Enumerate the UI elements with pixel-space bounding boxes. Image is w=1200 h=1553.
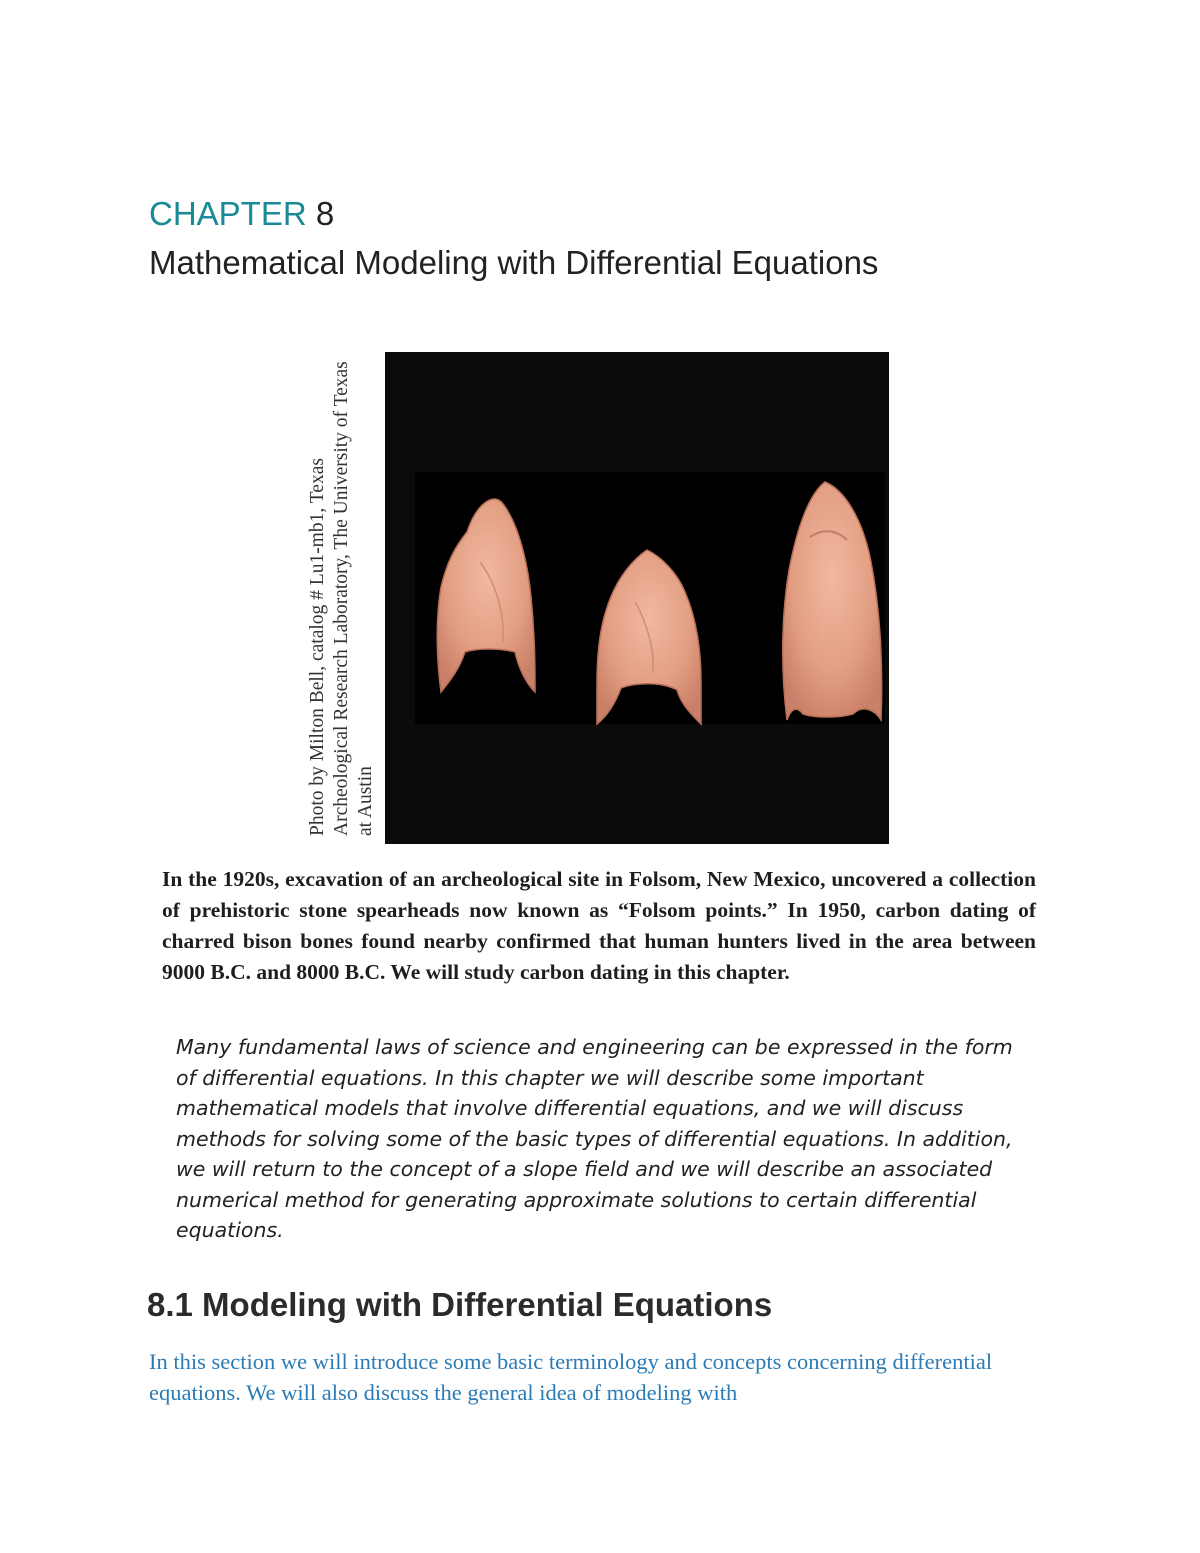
chapter-title: Mathematical Modeling with Differential Equations (149, 244, 879, 281)
chapter-intro-paragraph: Many fundamental laws of science and engineering can be expressed in the form of differential equations. In this chapter we will describe some important mathematical models that involve differential equations, and we will discuss methods for solving some of the basic types of differential equations. In addition, we will return to the concept of a slope field and we will describe an associated numerical method for generating approximate solutions to certain differential equations. (176, 1035, 1013, 1242)
chapter-number: 8 (315, 195, 335, 232)
photo-caption: In the 1920s, excavation of an archeological site in Folsom, New Mexico, uncovered a collection of prehistoric stone spearheads now known as “Folsom points.” In 1950, carbon dating of charred bison bones found nearby confirmed that human hunters lived in the area between 9000 B.C. and 8000 B.C. We will study carbon dating in this chapter. (162, 867, 1036, 984)
photo-credit-block (300, 352, 380, 844)
folsom-points-illustration (385, 352, 889, 844)
section-intro-paragraph: In this section we will introduce some basic terminology and concepts concerning differential equations. We will also discuss the general idea of modeling with (149, 1349, 993, 1405)
folsom-points-photo (385, 352, 889, 844)
chapter-label: CHAPTER (149, 195, 307, 232)
photo-credit: Photo by Milton Bell, catalog # Lu1-mb1, Texas Archeological Research Laboratory, The University of Texas at Austin (307, 361, 376, 836)
chapter-heading (149, 194, 334, 234)
section-title: 8.1 Modeling with Differential Equations (147, 1286, 773, 1323)
